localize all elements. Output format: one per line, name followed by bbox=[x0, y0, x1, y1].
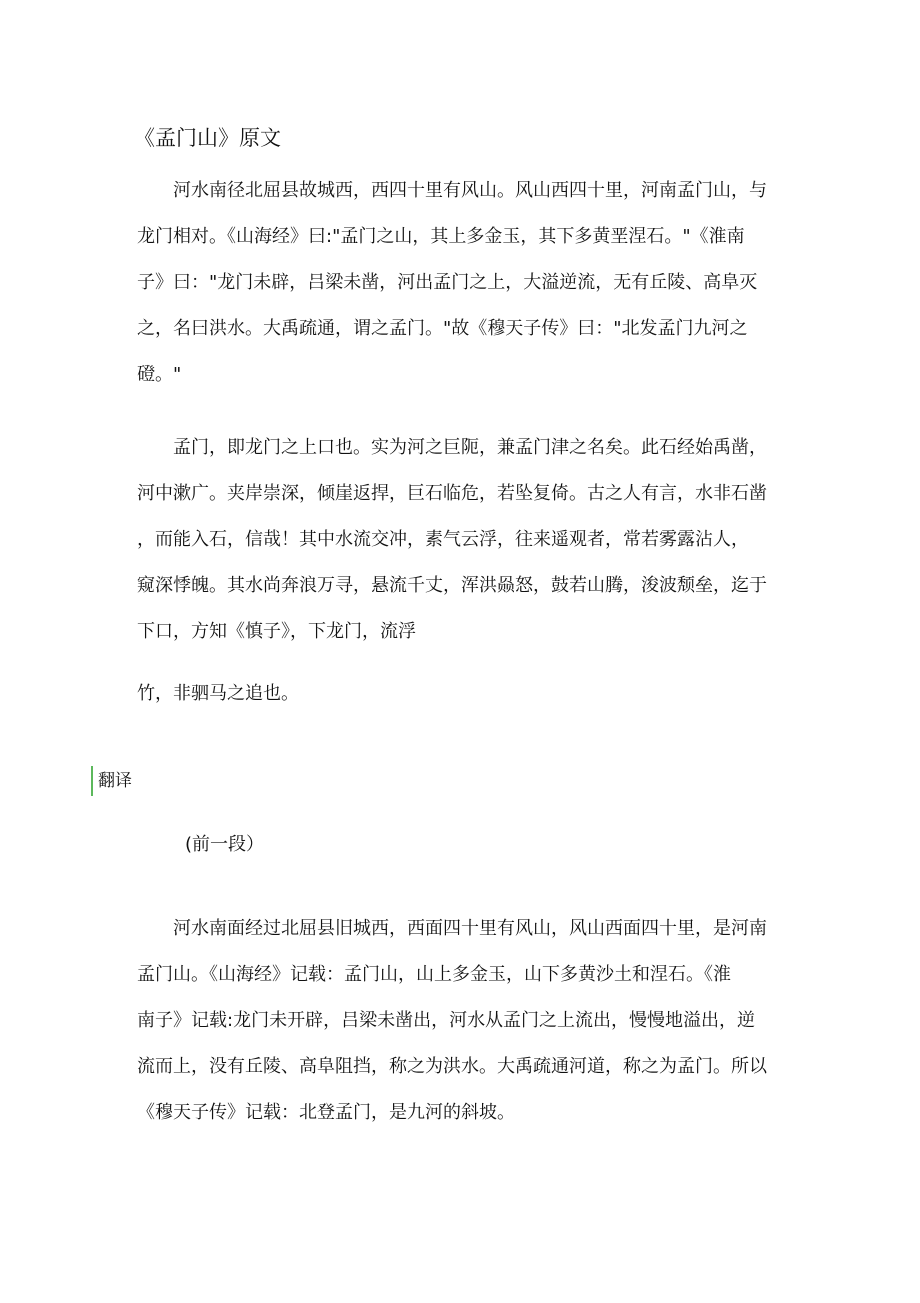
text-line: 孟门，即龙门之上口也。实为河之巨阨，兼孟门津之名矣。此石经始禹凿， bbox=[173, 437, 767, 458]
original-paragraph-2 bbox=[137, 425, 787, 655]
translation-paragraph-1 bbox=[137, 906, 787, 1136]
text-line: 磴。" bbox=[137, 364, 182, 385]
text-line: ，而能入石，信哉！其中水流交冲，素气云浮，往来遥观者，常若雾露沾人， bbox=[137, 529, 749, 550]
text-line: 子》曰："龙门未辟，吕梁未凿，河出孟门之上，大溢逆流，无有丘陵、高阜灭 bbox=[137, 272, 758, 293]
document-title: 《孟门山》原文 bbox=[134, 126, 281, 150]
text-line: 南子》记载:龙门未开辟，吕梁未凿出，河水从孟门之上流出，慢慢地溢出，逆 bbox=[137, 1010, 756, 1031]
text-line: 《穆天子传》记载：北登孟门，是九河的斜坡。 bbox=[137, 1102, 515, 1123]
text-line: 窥深悸魄。其水尚奔浪万寻，悬流千丈，浑洪赑怒，鼓若山腾，浚波颓垒，迄于 bbox=[137, 575, 767, 596]
text-line: 河水南径北屈县故城西，西四十里有风山。风山西四十里，河南孟门山，与 bbox=[173, 180, 767, 201]
text-line: 孟门山。《山海经》记载：孟门山，山上多金玉，山下多黄沙土和涅石。《淮 bbox=[137, 964, 731, 985]
text-line: 之，名曰洪水。大禹疏通，谓之孟门。"故《穆天子传》曰："北发孟门九河之 bbox=[137, 318, 748, 339]
text-line: 流而上，没有丘陵、高阜阻挡，称之为洪水。大禹疏通河道，称之为孟门。所以 bbox=[137, 1056, 767, 1077]
text-line: 竹，非驷马之追也。 bbox=[137, 683, 299, 704]
translation-subheading: (前一段） bbox=[185, 834, 265, 855]
text-line: 河中漱广。夹岸崇深，倾崖返捍，巨石临危，若坠复倚。古之人有言，水非石凿 bbox=[137, 483, 767, 504]
text-line: 河水南面经过北屈县旧城西，西面四十里有风山，风山西面四十里，是河南 bbox=[173, 918, 767, 939]
original-paragraph-1 bbox=[137, 168, 787, 398]
text-line: 龙门相对。《山海经》曰:"孟门之山，其上多金玉，其下多黄垩涅石。"《淮南 bbox=[137, 226, 745, 247]
original-paragraph-2-continued bbox=[137, 671, 787, 717]
text-line: 下口，方知《慎子》，下龙门，流浮 bbox=[137, 621, 416, 642]
translation-heading: 翻译 bbox=[91, 766, 132, 796]
